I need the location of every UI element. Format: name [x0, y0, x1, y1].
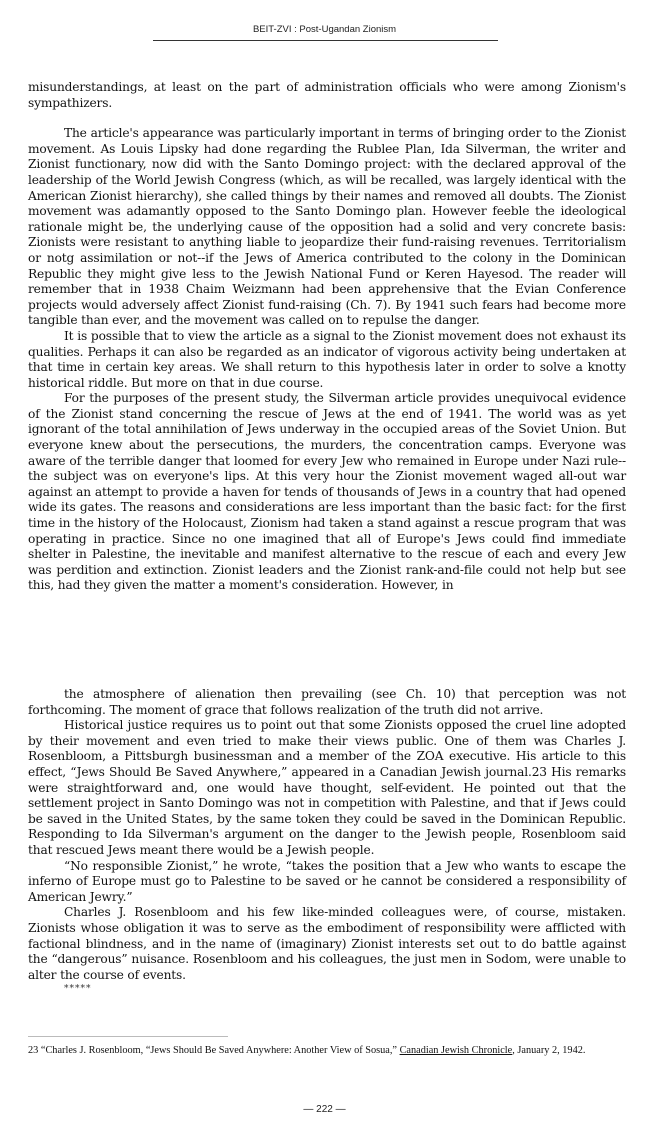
paragraph-continuation: misunderstandings, at least on the part of administration officials who were among Zionism's sympathizers.: [28, 80, 626, 110]
body-text-lower: [28, 687, 626, 995]
paragraph: For the purposes of the present study, the Silverman article provides unequivocal evidence of the Zionist stand concerning the rescue of Jews at the end of 1941. The world was as yet ignorant of the total annihilation of Jews underway in the occupied areas of the Soviet Union. But everyone knew about the persecutions, the murders, the concentration camps. Everyone was aware of the terrible danger that loomed for every Jew who remained in Europe under Nazi rule--the subject was on everyone's lips. At this very hour the Zionist movement waged all-out war against an attempt to provide a haven for tends of thousands of Jews in a country that had opened wide its gates. The reasons and considerations are less important than the basic fact: for the first time in the history of the Holocaust, Zionism had taken a stand against a rescue program that was operating in practice. Since no one imagined that all of Europe's Jews could find immediate shelter in Palestine, the inevitable and manifest alternative to the rescue of each and every Jew was perdition and extinction. Zionist leaders and the Zionist rank-and-file could not help but see this, had they given the matter a moment's consideration. However, in: [28, 391, 626, 593]
footnote-publication: Canadian Jewish Chronicle: [399, 1045, 513, 1056]
paragraph: the atmosphere of alienation then prevailing (see Ch. 10) that perception was not forthcoming. The moment of grace that follows realization of the truth did not arrive.: [28, 687, 626, 717]
footnote-rule: [28, 1036, 228, 1037]
header-rule: [153, 40, 498, 41]
footnote-date: , January 2, 1942.: [512, 1045, 586, 1056]
page-number: — 222 —: [303, 1104, 346, 1115]
paragraph: Charles J. Rosenbloom and his few like-minded colleagues were, of course, mistaken. Zionists whose obligation it was to serve as the embodiment of responsibility were afflicted with factional blindness, and in the name of (imaginary) Zionist interests set out to do battle against the “dangerous” nuisance. Rosenbloom and his colleagues, the just men in Sodom, were unable to alter the course of events.: [28, 905, 626, 982]
paragraph: Historical justice requires us to point out that some Zionists opposed the cruel line adopted by their movement and even tried to make their views public. One of them was Charles J. Rosenbloom, a Pittsburgh businessman and a member of the ZOA executive. His article to this effect, “Jews Should Be Saved Anywhere,” appeared in a Canadian Jewish journal.23 His remarks were straightforward and, one would have thought, self-evident. He pointed out that the settlement project in Santo Domingo was not in competition with Palestine, and that if Jews could be saved in the United States, by the same token they could be saved in the Dominican Republic. Responding to Ida Silverman's argument on the danger to the Jewish people, Rosenbloom said that rescued Jews meant there would be a Jewish people.: [28, 718, 626, 857]
section-separator: *****: [64, 984, 92, 995]
paragraph: It is possible that to view the article as a signal to the Zionist movement does not exhaust its qualities. Perhaps it can also be regarded as an indicator of vigorous activity being undertaken at that time in certain key areas. We shall return to this hypothesis later in order to solve a knotty historical riddle. But more on that in due course.: [28, 328, 626, 390]
paragraph-quote: “No responsible Zionist,” he wrote, “takes the position that a Jew who wants to escape the inferno of Europe must go to Palestine to be saved or he cannot be considered a responsibility of American Jewry.”: [28, 858, 626, 904]
footnote-text: 23 “Charles J. Rosenbloom, “Jews Should Be Saved Anywhere: Another View of Sosua,”: [28, 1045, 400, 1056]
paragraph: The article's appearance was particularly important in terms of bringing order to the Zionist movement. As Louis Lipsky had done regarding the Rublee Plan, Ida Silverman, the writer and Zionist functionary, now did with the Santo Domingo project: with the declared approval of the leadership of the World Jewish Congress (which, as will be recalled, was largely identical with the American Zionist hierarchy), she called things by their names and removed all doubts. The Zionist movement was adamantly opposed to the Santo Domingo plan. However feeble the ideological rationale might be, the underlying cause of the opposition had a solid and very concrete basis: Zionists were resistant to anything liable to jeopardize their fund-raising revenues. Territorialism or notg assimilation or not--if the Jews of America contributed to the colony in the Dominican Republic they might give less to the Jewish National Fund or Keren Hayesod. The reader will remember that in 1938 Chaim Weizmann had been apprehensive that the Evian Conference projects would adversely affect Zionist fund-raising (Ch. 7). By 1941 such fears had become more tangible than ever, and the movement was called on to repulse the danger.: [28, 126, 626, 328]
footnote: [28, 1044, 626, 1057]
running-header: BEIT-ZVI : Post-Ugandan Zionism: [252, 24, 397, 35]
body-text-upper: [28, 80, 626, 594]
